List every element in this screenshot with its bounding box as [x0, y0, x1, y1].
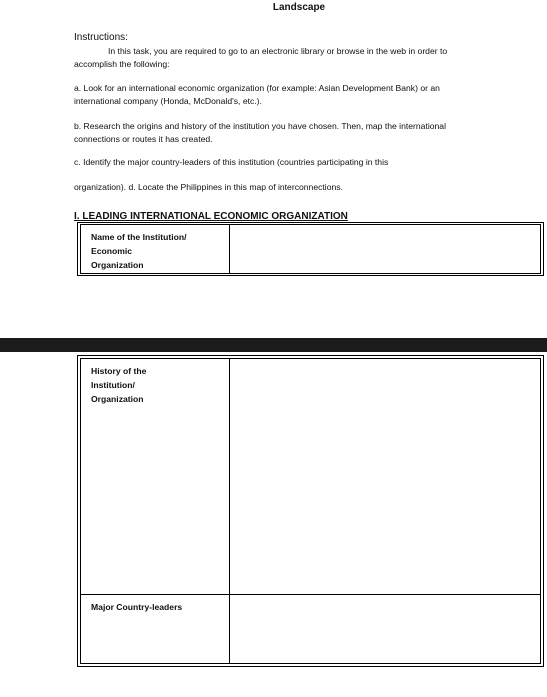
instruction-item-c-line2: organization). d. Locate the Philippines in this map of interconnections.: [74, 182, 343, 192]
history-leaders-table: [80, 358, 541, 664]
institution-name-label-line1: Name of the Institution/: [91, 232, 187, 242]
instruction-item-a: [74, 82, 504, 108]
instructions-heading: Instructions:: [74, 32, 128, 43]
leaders-row: [81, 595, 540, 663]
instructions-intro: [74, 45, 504, 71]
leaders-label: Major Country-leaders: [81, 595, 230, 663]
institution-name-label: [81, 225, 230, 273]
history-field[interactable]: [230, 359, 540, 594]
history-label-line2: Institution/: [91, 380, 135, 390]
page-title: Landscape: [272, 2, 326, 13]
instruction-item-c-line1: c. Identify the major country-leaders of this institution (countries participating in this: [74, 157, 389, 167]
instruction-item-b-line1: b. Research the origins and history of the institution you have chosen. Then, map the international: [74, 121, 446, 131]
instruction-item-a-line2: international company (Honda, McDonald's, etc.).: [74, 96, 262, 106]
section-heading: I. LEADING INTERNATIONAL ECONOMIC ORGANIZATION: [74, 211, 348, 222]
instruction-item-a-line1: a. Look for an international economic organization (for example: Asian Development Bank) or an: [74, 83, 440, 93]
institution-name-field[interactable]: [230, 225, 540, 273]
history-row: [81, 359, 540, 595]
history-label-line3: Organization: [91, 394, 144, 404]
institution-name-table: [80, 224, 541, 274]
instructions-intro-line2: accomplish the following:: [74, 59, 170, 69]
instruction-item-b-line2: connections or routes it has created.: [74, 134, 213, 144]
history-label-line1: History of the: [91, 366, 147, 376]
instructions-intro-line1: In this task, you are required to go to an electronic library or browse in the web in order to: [108, 46, 448, 56]
instruction-item-b: [74, 120, 504, 146]
institution-name-label-line3: Organization: [91, 260, 144, 270]
leaders-field[interactable]: [230, 595, 540, 663]
institution-name-label-line2: Economic: [91, 246, 133, 256]
page-divider-band: [0, 338, 547, 352]
history-label: [81, 359, 230, 594]
